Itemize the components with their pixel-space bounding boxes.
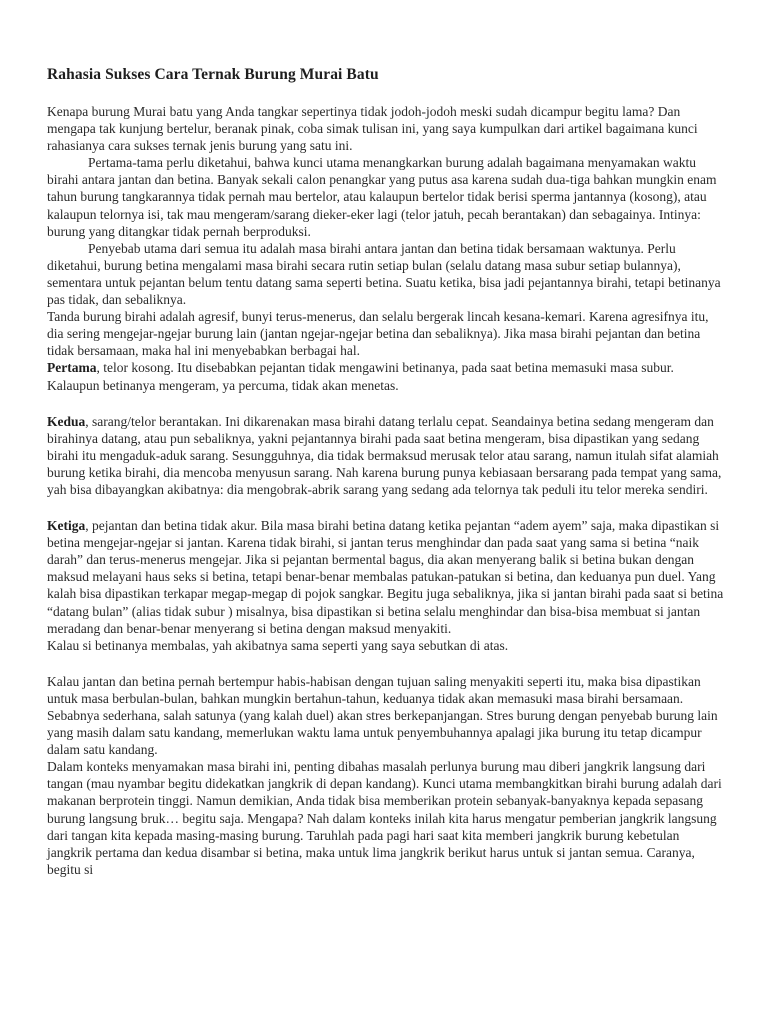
paragraph-second-effect: [47, 413, 725, 498]
paragraph-cricket-feeding: [47, 758, 725, 878]
paragraph-third-effect: [47, 517, 725, 637]
paragraph-retaliation: [47, 637, 725, 654]
paragraph-text: Tanda burung birahi adalah agresif, bunyi terus-menerus, dan selalu bergerak lincah kesana-kemari. Karena agresifnya itu, dia sering mengejar-ngejar burung lain (jantan ngejar-ngejar betina dan sebaliknya). Jika masa birahi pejantan dan betina tidak bersamaan, maka hal ini menyebabkan berbagai hal.: [47, 309, 709, 359]
paragraph-text: Kalau jantan dan betina pernah bertempur habis-habisan dengan tujuan saling menyakiti seperti itu, maka bisa dipastikan untuk masa berbulan-bulan, bahkan mungkin bertahun-tahun, keduanya tidak akan memasuki masa birahi bersamaan.: [47, 673, 701, 706]
paragraph-text: , pejantan dan betina tidak akur. Bila masa birahi betina datang ketika pejantan “adem ayem” saja, maka dipastikan si betina mengejar-ngejar si jantan. Karena tidak birahi, si jantan terus menghindar dan pada saat yang sama si betina “naik darah” dan terus-menerus mengejar. Jika si pejantan bermental bagus, dia akan menyerang balik si betina bukan dengan maksud melayani haus seks si betina, tetapi benar-benar membalas patukan-patukan si betina, dan keduanya pun duel. Yang kalah bisa dipastikan terkapar megap-megap di pojok sangkar. Begitu juga sebaliknya, jika si jantan birahi pada saat si betina “datang bulan” (alias tidak subur ) misalnya, bisa dipastikan si betina selalu menghindar dan bisa-bisa membuat si jantan meradang dan benar-benar menyerang si betina dengan maksud menyakiti.: [47, 518, 724, 636]
paragraph-after-fight: [47, 673, 725, 707]
paragraph-first-effect: [47, 359, 725, 393]
paragraph-text: Penyebab utama dari semua itu adalah masa birahi antara jantan dan betina tidak bersamaan waktunya. Perlu diketahui, burung betina mengalami masa birahi secara rutin setiap bulan (selalu datang masa subur setiap bulannya), sementara untuk pejantan belum tentu datang sama seperti betina. Suatu ketika, bisa jadi pejantannya birahi, tetapi betinanya pas tidak, dan sebaliknya.: [47, 240, 721, 308]
paragraph-text: Pertama-tama perlu diketahui, bahwa kunci utama menangkarkan burung adalah bagaimana menyamakan waktu birahi antara jantan dan betina. Banyak sekali calon penangkar yang putus asa karena sudah dua-tiga bahkan mungkin enam tahun burung tangkarannya tidak pernah mau bertelor, atau kalaupun bertelor tidak berisi sperma jantannya (kosong), atau kalaupun telornya isi, tak mau mengeram/sarang dieker-eker lagi (telor jatuh, pecah berantakan) dan sebagainya. Intinya: burung yang ditangkar tidak pernah berproduksi.: [47, 155, 717, 239]
paragraph-stress: [47, 707, 725, 758]
paragraph-intro: [47, 103, 725, 154]
paragraph-signs-of-heat: [47, 308, 725, 359]
paragraph-main-cause: [47, 240, 725, 308]
article-body: [47, 65, 725, 878]
paragraph-lead: Pertama: [47, 360, 97, 376]
paragraph-text: Kalau si betinanya membalas, yah akibatnya sama seperti yang saya sebutkan di atas.: [47, 637, 509, 653]
paragraph-spacer: [47, 394, 725, 413]
paragraph-text: Dalam konteks menyamakan masa birahi ini, penting dibahas masalah perlunya burung mau diberi jangkrik langsung dari tangan (mau nyambar begitu didekatkan jangkrik di depan kandang). Kunci utama membangkitkan birahi burung adalah dari makanan berprotein tinggi. Namun demikian, Anda tidak bisa memberikan protein sebanyak-banyaknya kepada sepasang burung langsung bruk… begitu saja. Mengapa? Nah dalam konteks inilah kita harus mengatur pemberian jangkrik langsung dari tangan kita kepada masing-masing burung. Taruhlah pada pagi hari saat kita memberi jangkrik burung kebetulan jangkrik pertama dan kedua disambar si betina, maka untuk lima jangkrik berikut harus untuk si jantan semua. Caranya, begitu si: [47, 759, 722, 877]
paragraph-text: , sarang/telor berantakan. Ini dikarenakan masa birahi datang terlalu cepat. Seandainya betina sedang mengeram dan birahinya datang, atau pun sebaliknya, yakni pejantannya birahi pada saat betina mengeram, bisa dipastikan yang sedang birahi itu mengaduk-aduk sarang. Sesungguhnya, dia tidak bermaksud merusak telor atau sarang, namun itulah sifat alamiah burung ketika birahi, dia mencoba menyusun sarang. Nah karena burung punya kebiasaan bersarang pada tempat yang sama, yah bisa dibayangkan akibatnya: dia mengobrak-abrik sarang yang sedang ada telornya tak peduli itu telor mereka sendiri.: [47, 413, 722, 497]
paragraph-lead: Ketiga: [47, 518, 86, 534]
paragraph-spacer: [47, 498, 725, 517]
paragraph-text: Kenapa burung Murai batu yang Anda tangkar sepertinya tidak jodoh-jodoh meski sudah dicampur begitu lama? Dan mengapa tak kunjung bertelur, beranak pinak, coba simak tulisan ini, yang saya kumpulkan dari artikel bagaimana kunci rahasianya cara sukses ternak jenis burung yang satu ini.: [47, 104, 698, 154]
article-title: Rahasia Sukses Cara Ternak Burung Murai Batu: [47, 66, 379, 83]
paragraph-text: Sebabnya sederhana, salah satunya (yang kalah duel) akan stres berkepanjangan. Stres burung dengan penyebab burung lain yang masih dalam satu kandang, memerlukan waktu lama untuk penyembuhannya apalagi jika burung itu tetap dicampur dalam satu kandang.: [47, 708, 718, 758]
paragraph-text: , telor kosong. Itu disebabkan pejantan tidak mengawini betinanya, pada saat betina memasuki masa subur. Kalaupun betinanya mengeram, ya percuma, tidak akan menetas.: [47, 360, 674, 393]
paragraph-spacer: [47, 654, 725, 673]
paragraph-key-point: [47, 154, 725, 239]
paragraph-lead: Kedua: [47, 413, 86, 429]
